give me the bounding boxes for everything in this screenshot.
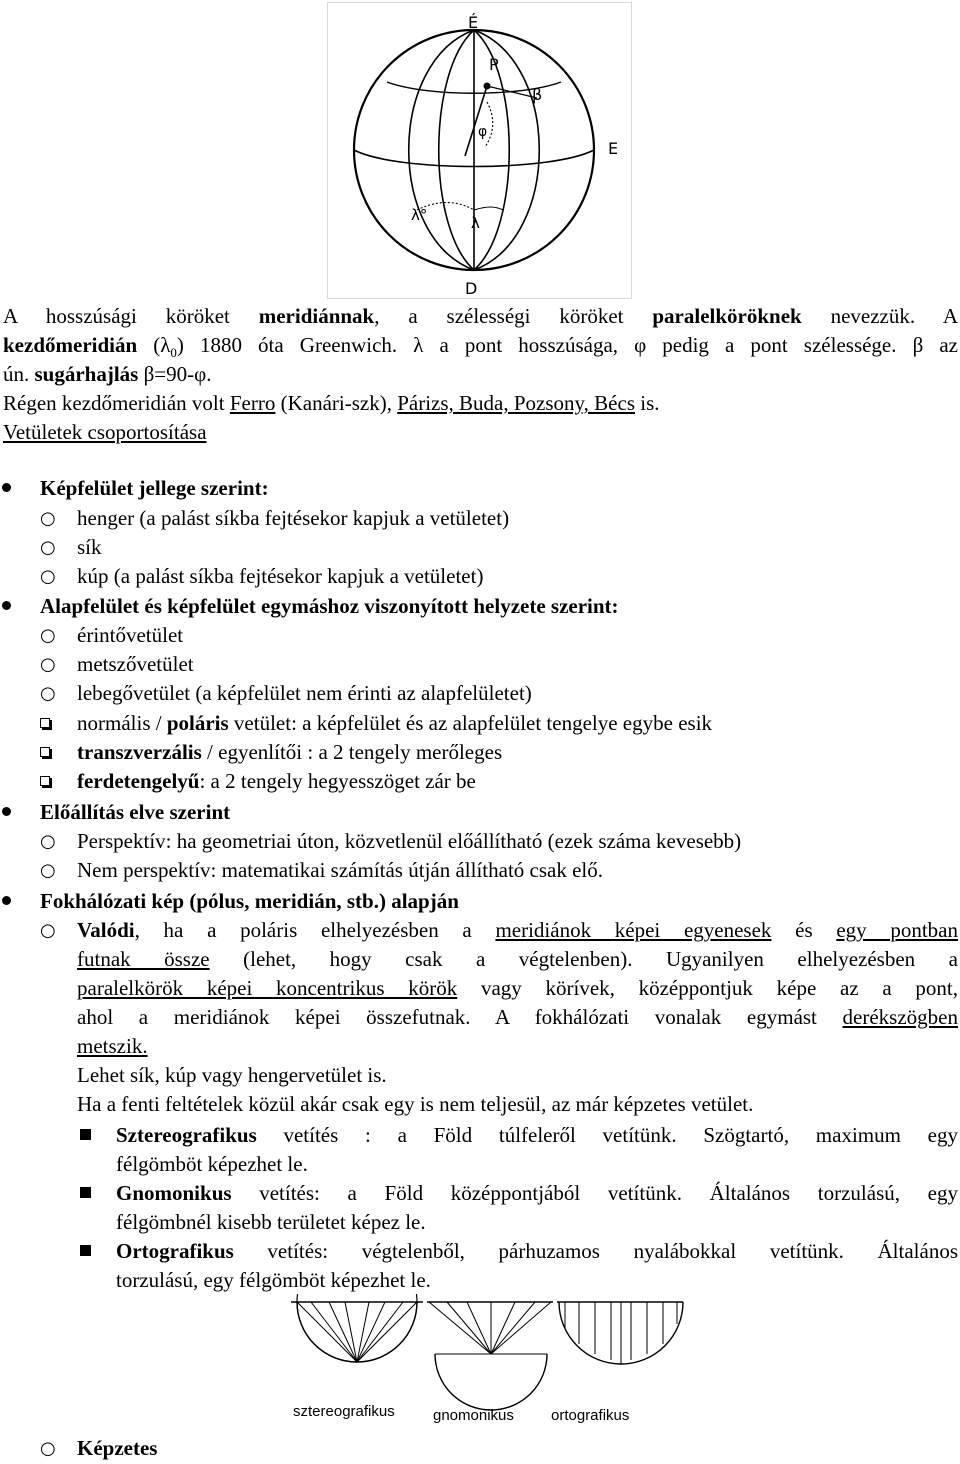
link-cities: Párizs, Buda, Pozsony, Bécs [397, 391, 635, 415]
section-3-title: Előállítás elve szerint [40, 800, 231, 824]
projections-diagram [287, 1294, 687, 1432]
bullet-dot [2, 896, 11, 905]
globe-diagram [327, 2, 633, 300]
stereographic-panel [291, 1294, 423, 1420]
circle-bullet: ○ [40, 654, 56, 675]
label-south: D [465, 279, 478, 298]
kepzetes-label: Képzetes [77, 1436, 158, 1460]
label-beta: β [532, 85, 543, 104]
circle-bullet: ○ [40, 1438, 56, 1459]
projection-gnomonic: Gnomonikus vetítés: a Föld középpontjából vetítünk. Általános torzulású, egy félgömbnél kisebb területet képez le. [116, 1181, 958, 1234]
circle-bullet: ○ [40, 683, 56, 704]
projections-figure [287, 1294, 687, 1440]
globe-figure [0, 0, 960, 300]
square-bullet [40, 747, 50, 757]
intro-line-1: A hosszúsági köröket meridiánnak, a szélességi köröket paralelköröknek nevezzük. A [3, 304, 958, 328]
caption-gnomonic: gnomonikus [433, 1407, 514, 1424]
intro-line-2: kezdőmeridián $(\lambda_0)$ 1880 óta Greenwich. λ a pont hosszúsága, φ pedig a pont szélessége. β az [3, 333, 958, 361]
intro-line-4: Régen kezdőmeridián volt Ferro (Kanári-szk), Párizs, Buda, Pozsony, Bécs is. [3, 391, 660, 415]
caption-stereographic: sztereografikus [293, 1403, 395, 1420]
projection-orthographic: Ortografikus vetítés: végtelenből, párhuzamos nyalábokkal vetítünk. Általános torzulású, egy félgömböt képezhet le. [116, 1239, 958, 1292]
intro-line-3: ún. sugárhajlás β=90-φ. [3, 362, 212, 386]
circle-bullet: ○ [40, 508, 56, 529]
circle-bullet: ○ [40, 920, 56, 941]
intro-paragraph [3, 300, 958, 447]
label-phi: φ [478, 124, 488, 140]
section-heading: Vetületek csoportosítása [3, 420, 207, 444]
circle-bullet: ○ [40, 625, 56, 646]
caption-orthographic: ortografikus [551, 1407, 630, 1424]
label-east: E [608, 139, 619, 158]
section-1-title: Képfelület jellege szerint: [40, 476, 269, 500]
link-ferro: Ferro [229, 391, 276, 415]
filled-square-bullet [80, 1245, 91, 1256]
filled-square-bullet [80, 1129, 91, 1140]
bullet-dot [2, 483, 11, 492]
square-bullet [40, 776, 50, 786]
label-point-p: P [489, 55, 499, 74]
label-lambda: λ [471, 214, 480, 232]
bullet-dot [2, 601, 11, 610]
circle-bullet: ○ [40, 537, 56, 558]
valodi-paragraph: Valódi, ha a poláris elhelyezésben a meridiánok képei egyenesek és egy pontban futnak össze (lehet, hogy csak a végtelenben). Ugyanilyen elhelyezésben a paralelkörök képei koncentrikus körök vagy körívek, középpontjuk képe az a pont, ahol a meridiánok képei összefutnak. A fokhálózati vonalak egymást derékszögben metszik. Lehet sík, kúp vagy hengervetület is. Ha a fenti feltételek közül akár csak egy is nem teljesül, az már képzetes vetület. [77, 918, 959, 1116]
circle-bullet: ○ [40, 860, 56, 881]
projection-stereographic: Sztereografikus vetítés : a Föld túlfeleről vetítünk. Szögtartó, maximum egy félgömböt képezhet le. [116, 1123, 958, 1176]
circle-bullet: ○ [40, 566, 56, 587]
circle-bullet: ○ [40, 831, 56, 852]
orthographic-panel [551, 1302, 683, 1424]
square-bullet [40, 718, 50, 728]
gnomonic-panel [427, 1302, 553, 1424]
section-2-title: Alapfelület és képfelület egymáshoz viszonyított helyzete szerint: [40, 594, 619, 618]
filled-square-bullet [80, 1187, 91, 1198]
label-north: É [468, 13, 479, 32]
section-4-title: Fokhálózati kép (pólus, meridián, stb.) alapján [40, 889, 459, 913]
bullet-dot [2, 807, 11, 816]
label-lambda0: λ° [411, 206, 428, 224]
